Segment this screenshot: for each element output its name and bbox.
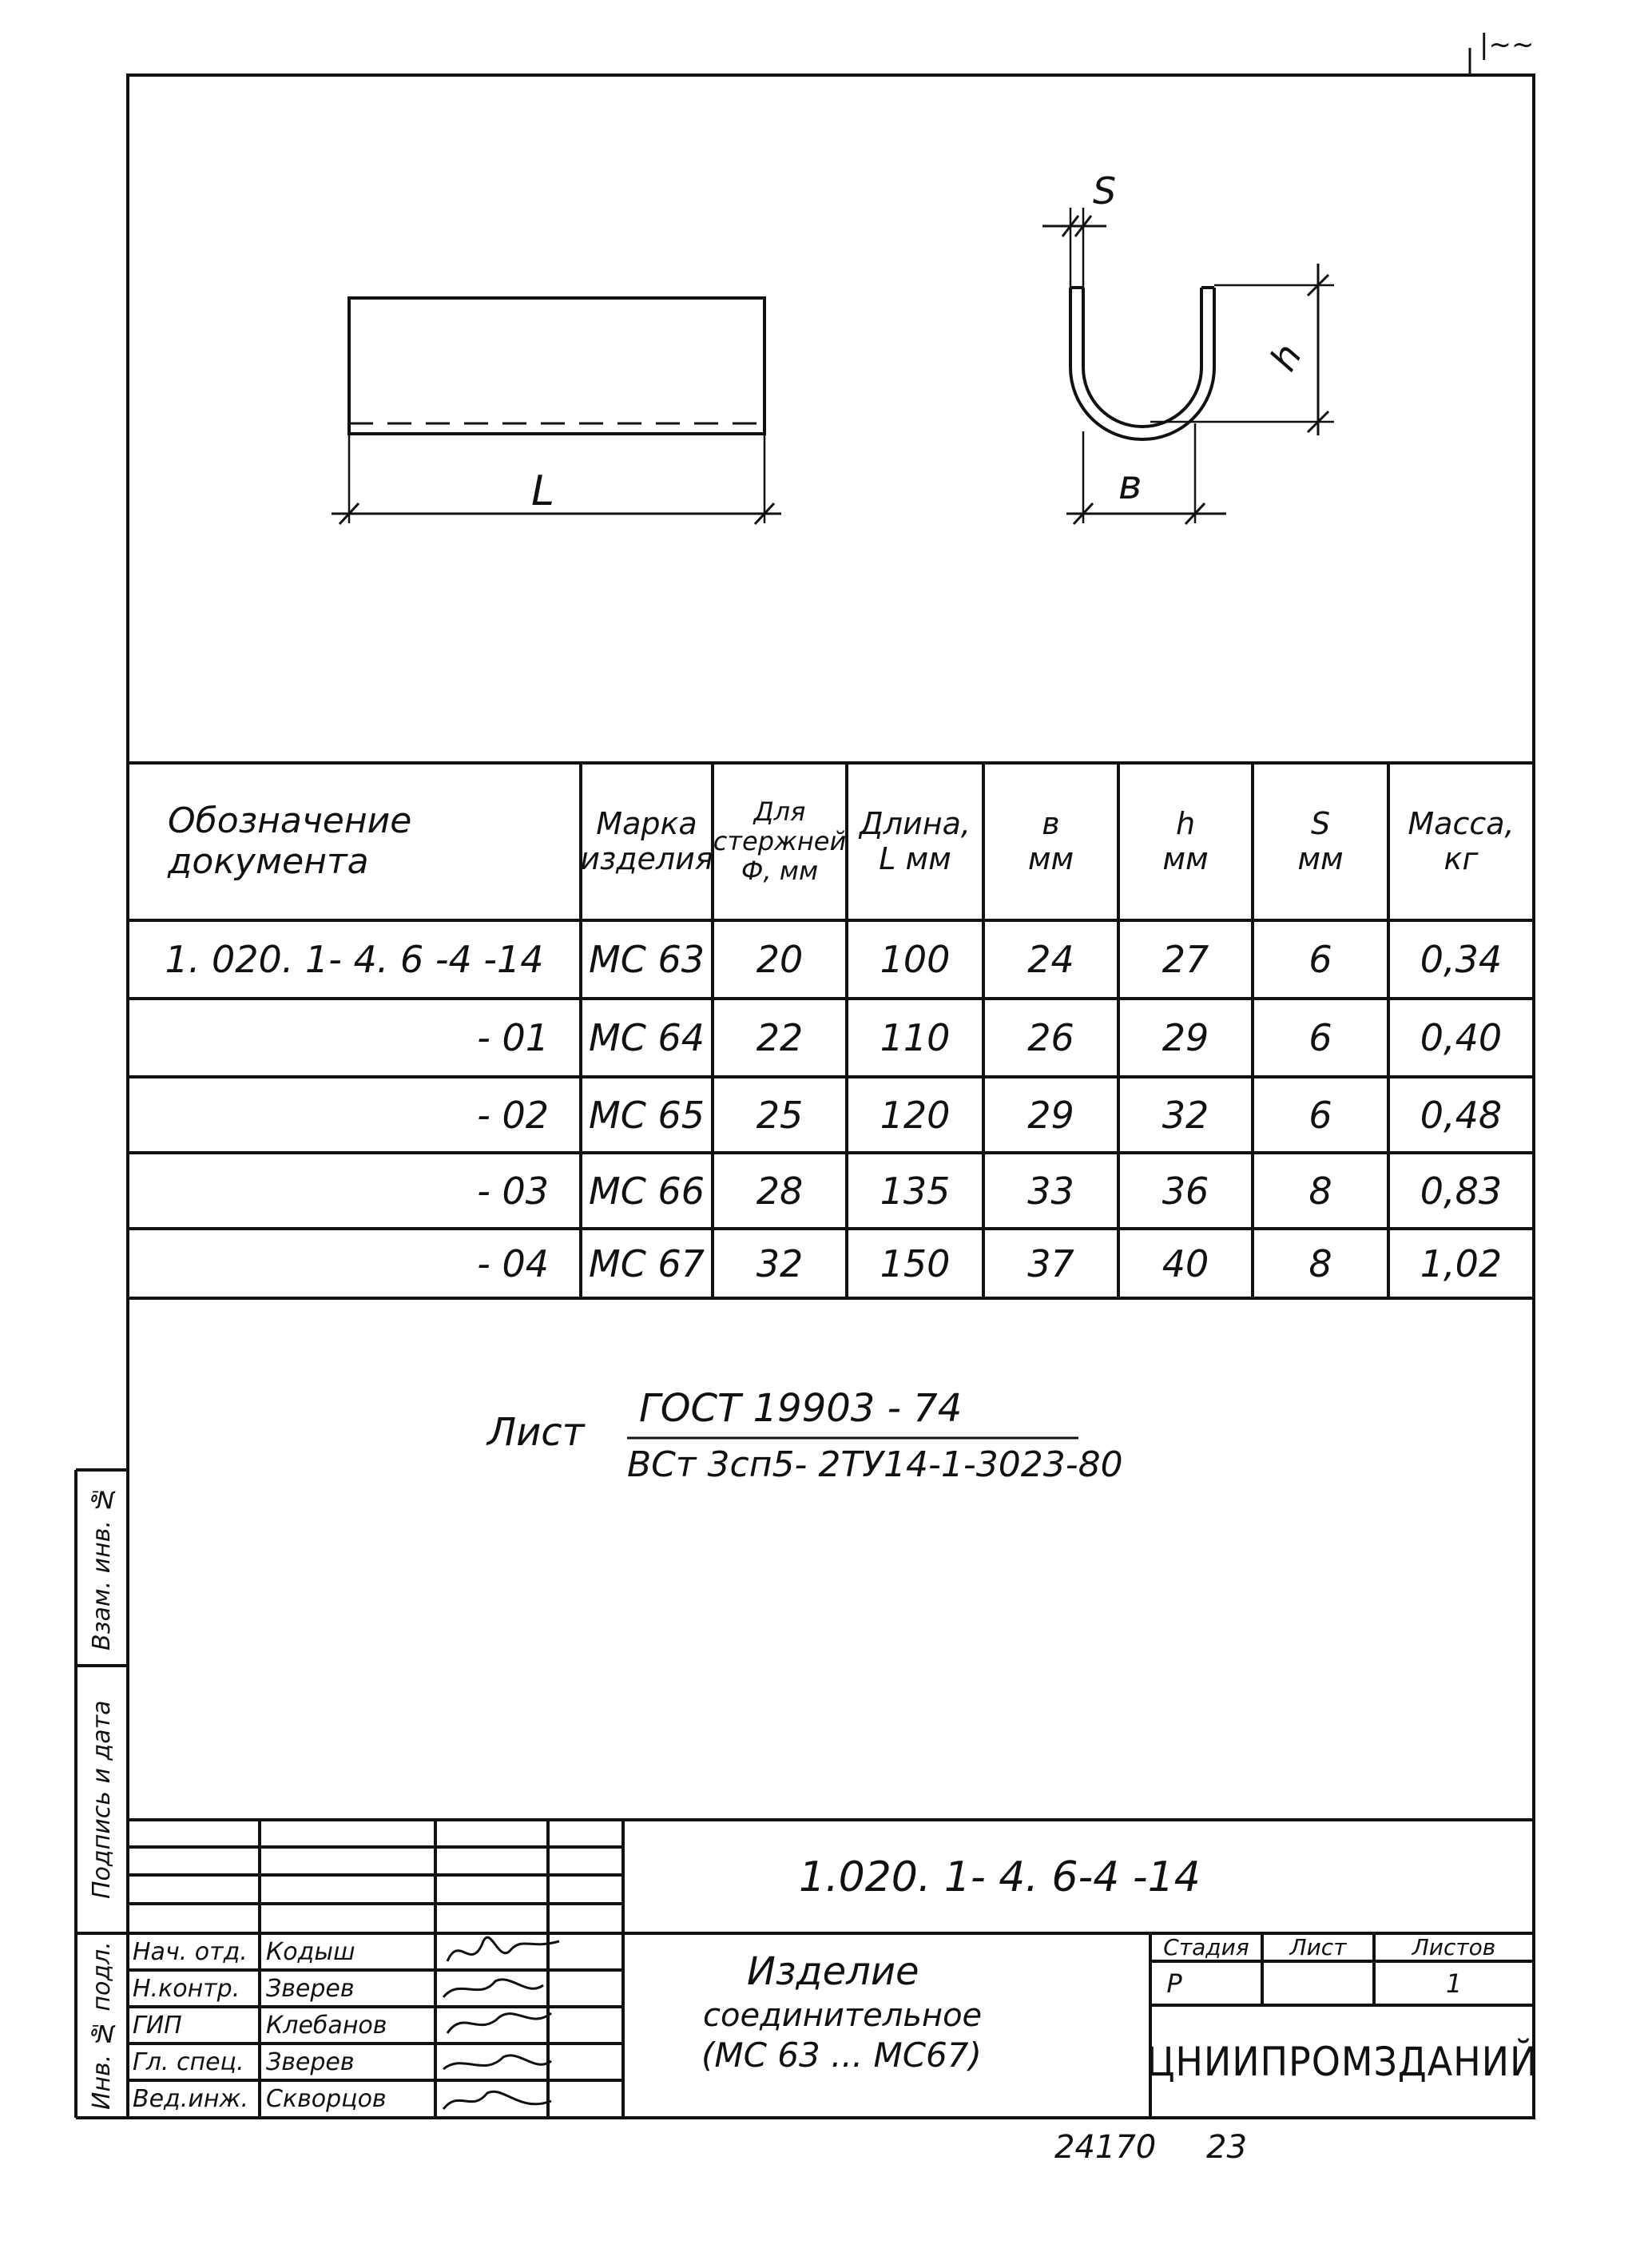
signer-name: Клебанов <box>266 2012 387 2040</box>
material-numerator: ГОСТ 19903 - 74 <box>639 1386 963 1431</box>
dim-b-label: в <box>1118 462 1142 508</box>
row-mark: МС 63 <box>589 938 705 981</box>
row-h: 36 <box>1162 1169 1209 1213</box>
sheets-value: 1 <box>1445 1968 1463 1999</box>
row-mark: МС 64 <box>589 1016 705 1059</box>
material-denominator: ВСт 3сп5- 2ТУ14-1-3023-80 <box>627 1444 1123 1485</box>
row-rod: 32 <box>756 1241 804 1285</box>
row-designation: - 02 <box>477 1093 549 1137</box>
signer-role: Нач. отд. <box>133 1938 248 1966</box>
row-mass: 1,02 <box>1420 1241 1503 1285</box>
organization: ЦНИИПРОМЗДАНИЙ <box>1146 2038 1539 2085</box>
row-length: 110 <box>880 1016 951 1059</box>
row-designation: 1. 020. 1- 4. 6 -4 -14 <box>165 938 544 981</box>
row-h: 32 <box>1162 1093 1209 1137</box>
row-mark: МС 66 <box>589 1169 705 1213</box>
row-length: 135 <box>880 1169 951 1213</box>
signer-name: Кодыш <box>266 1938 355 1966</box>
row-s: 8 <box>1308 1241 1332 1285</box>
sheets-label: Листов <box>1412 1934 1496 1960</box>
header-designation: Обозначение документа <box>168 800 412 882</box>
header-b: в мм <box>1027 805 1074 876</box>
row-mark: МС 65 <box>589 1093 705 1137</box>
row-designation: - 03 <box>477 1169 549 1213</box>
signer-role: Н.контр. <box>133 1975 240 2003</box>
row-b: 33 <box>1027 1169 1074 1213</box>
row-b: 29 <box>1027 1093 1074 1137</box>
plan-view <box>332 298 781 524</box>
signer-role: Гл. спец. <box>133 2048 244 2076</box>
footer-code: 24170 <box>1054 2129 1157 2166</box>
header-mark: Марка изделия <box>580 805 713 876</box>
side-inv-no: Инв. № подл. <box>88 1941 116 2110</box>
row-h: 40 <box>1162 1241 1209 1285</box>
side-sign-date: Подпись и дата <box>88 1700 116 1899</box>
row-rod: 28 <box>756 1169 804 1213</box>
header-length: Длина, L мм <box>860 805 971 876</box>
signer-name: Зверев <box>266 2048 355 2076</box>
row-s: 6 <box>1308 1093 1332 1137</box>
header-rod: Для стержней Ф, мм <box>713 796 847 886</box>
row-length: 100 <box>880 938 951 981</box>
signer-role: ГИП <box>133 2012 182 2040</box>
row-rod: 25 <box>756 1093 804 1137</box>
signatures <box>443 1937 559 2109</box>
row-mass: 0,83 <box>1420 1169 1503 1213</box>
row-b: 26 <box>1027 1016 1074 1059</box>
row-rod: 20 <box>756 938 804 981</box>
footer-page: 23 <box>1206 2129 1247 2166</box>
stage-label: Стадия <box>1163 1934 1249 1960</box>
row-s: 6 <box>1308 938 1332 981</box>
row-mass: 0,34 <box>1420 938 1503 981</box>
row-s: 8 <box>1308 1169 1332 1213</box>
dim-l-label: L <box>531 467 554 515</box>
signer-name: Скворцов <box>266 2085 387 2113</box>
product-title-3: (МС 63 ... МС67) <box>701 2036 982 2075</box>
row-length: 150 <box>880 1241 951 1285</box>
row-h: 27 <box>1162 938 1209 981</box>
row-mark: МС 67 <box>589 1241 705 1285</box>
row-length: 120 <box>880 1093 951 1137</box>
sheet-value <box>1262 1961 1374 2005</box>
signer-name: Зверев <box>266 1975 355 2003</box>
dim-s-label: S <box>1093 169 1117 213</box>
material-label: Лист <box>487 1410 585 1455</box>
row-mass: 0,48 <box>1420 1093 1503 1137</box>
sheet-label: Лист <box>1289 1934 1347 1960</box>
row-rod: 22 <box>756 1016 804 1059</box>
dim-h-label: h <box>1261 336 1311 379</box>
product-title-1: Изделие <box>747 1949 919 1994</box>
signer-role: Вед.инж. <box>133 2085 248 2113</box>
header-mass: Масса, кг <box>1408 805 1515 876</box>
title-doc-code: 1.020. 1- 4. 6-4 -14 <box>799 1853 1201 1901</box>
corner-mark: |~~ <box>1479 29 1535 61</box>
row-designation: - 04 <box>477 1241 549 1285</box>
row-b: 24 <box>1027 938 1074 981</box>
header-s: S мм <box>1297 805 1344 876</box>
row-b: 37 <box>1027 1241 1074 1285</box>
stage-value: Р <box>1166 1968 1182 1999</box>
row-s: 6 <box>1308 1016 1332 1059</box>
row-designation: - 01 <box>477 1016 549 1059</box>
side-replace-inv: Взам. инв. № <box>88 1484 116 1651</box>
product-title-2: соединительное <box>703 1997 983 2034</box>
row-mass: 0,40 <box>1420 1016 1503 1059</box>
header-h: h мм <box>1162 805 1209 876</box>
row-h: 29 <box>1162 1016 1209 1059</box>
